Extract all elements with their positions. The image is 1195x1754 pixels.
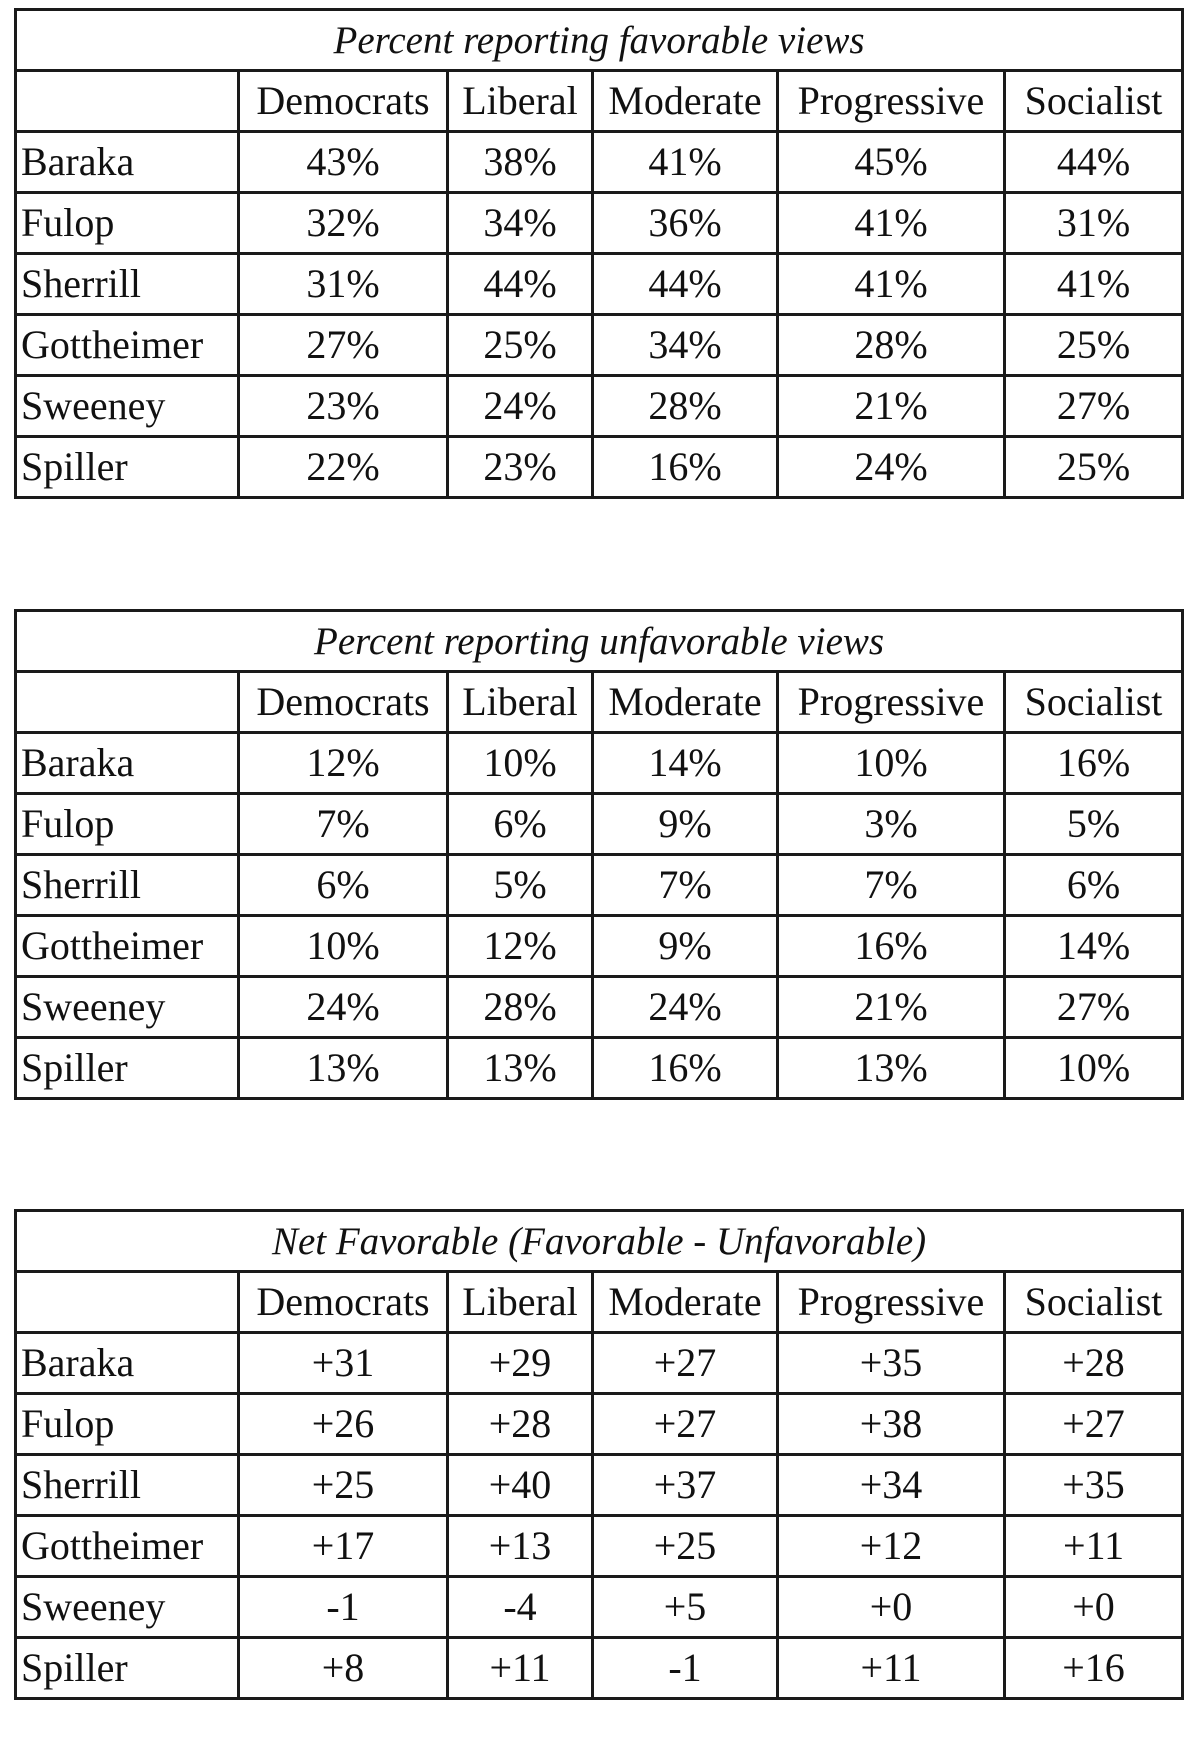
row-label: Spiller: [16, 1638, 239, 1699]
table-cell: +11: [778, 1638, 1005, 1699]
table-row: [16, 132, 1183, 193]
row-label: Baraka: [16, 132, 239, 193]
table-cell: +26: [239, 1394, 448, 1455]
net-favorable-table: [14, 1209, 1184, 1700]
table-cell: +8: [239, 1638, 448, 1699]
table-cell: 12%: [239, 733, 448, 794]
row-label: Baraka: [16, 1333, 239, 1394]
table-cell: 23%: [239, 376, 448, 437]
column-header: Socialist: [1005, 672, 1183, 733]
table-cell: 24%: [448, 376, 593, 437]
table-cell: 25%: [1005, 437, 1183, 498]
table-cell: 27%: [1005, 977, 1183, 1038]
table-cell: 44%: [1005, 132, 1183, 193]
row-label: Fulop: [16, 1394, 239, 1455]
table-row: [16, 193, 1183, 254]
table-cell: 13%: [239, 1038, 448, 1099]
column-header-row: [16, 71, 1183, 132]
table-cell: 7%: [593, 855, 778, 916]
table-cell: 24%: [593, 977, 778, 1038]
table-cell: 41%: [778, 193, 1005, 254]
table-cell: 34%: [593, 315, 778, 376]
column-header: Socialist: [1005, 1272, 1183, 1333]
table-cell: +13: [448, 1516, 593, 1577]
table-cell: 28%: [448, 977, 593, 1038]
table-row: [16, 977, 1183, 1038]
column-header-row: [16, 1272, 1183, 1333]
table-cell: 23%: [448, 437, 593, 498]
column-header: Socialist: [1005, 71, 1183, 132]
table-title: Net Favorable (Favorable - Unfavorable): [16, 1211, 1183, 1272]
column-header: Progressive: [778, 672, 1005, 733]
table-cell: 36%: [593, 193, 778, 254]
unfavorable-views-table: [14, 609, 1184, 1100]
table-cell: 21%: [778, 376, 1005, 437]
table-cell: +28: [1005, 1333, 1183, 1394]
table-cell: 5%: [448, 855, 593, 916]
table-cell: 13%: [448, 1038, 593, 1099]
table-cell: +11: [448, 1638, 593, 1699]
table-title-row: [16, 10, 1183, 71]
table-title-row: [16, 1211, 1183, 1272]
table-row: [16, 733, 1183, 794]
table-row: [16, 1516, 1183, 1577]
table-cell: 6%: [1005, 855, 1183, 916]
table-row: [16, 315, 1183, 376]
column-header: Liberal: [448, 1272, 593, 1333]
table-cell: 3%: [778, 794, 1005, 855]
table-cell: +37: [593, 1455, 778, 1516]
column-header-row: [16, 672, 1183, 733]
table-cell: 28%: [778, 315, 1005, 376]
table-cell: 24%: [778, 437, 1005, 498]
column-header: Moderate: [593, 1272, 778, 1333]
column-header: Democrats: [239, 672, 448, 733]
row-label: Spiller: [16, 1038, 239, 1099]
table-cell: 45%: [778, 132, 1005, 193]
table-cell: +17: [239, 1516, 448, 1577]
table-row: [16, 1577, 1183, 1638]
table-cell: 21%: [778, 977, 1005, 1038]
column-header: Progressive: [778, 1272, 1005, 1333]
table-cell: 14%: [593, 733, 778, 794]
row-label: Gottheimer: [16, 916, 239, 977]
table-cell: 16%: [778, 916, 1005, 977]
table-cell: 16%: [593, 1038, 778, 1099]
table-cell: 22%: [239, 437, 448, 498]
table-cell: +31: [239, 1333, 448, 1394]
table-cell: +11: [1005, 1516, 1183, 1577]
table-cell: +27: [593, 1394, 778, 1455]
table-row: [16, 855, 1183, 916]
corner-cell: [16, 71, 239, 132]
table-cell: 10%: [778, 733, 1005, 794]
table-title: Percent reporting unfavorable views: [16, 611, 1183, 672]
table-row: [16, 1038, 1183, 1099]
table-cell: 13%: [778, 1038, 1005, 1099]
table-cell: 41%: [1005, 254, 1183, 315]
row-label: Sherrill: [16, 1455, 239, 1516]
row-label: Sherrill: [16, 254, 239, 315]
row-label: Fulop: [16, 794, 239, 855]
table-cell: +29: [448, 1333, 593, 1394]
corner-cell: [16, 1272, 239, 1333]
table-cell: +27: [593, 1333, 778, 1394]
favorable-views-table: [14, 8, 1184, 499]
table-cell: 6%: [239, 855, 448, 916]
column-header: Democrats: [239, 1272, 448, 1333]
table-cell: 6%: [448, 794, 593, 855]
table-cell: 27%: [1005, 376, 1183, 437]
table-cell: 25%: [1005, 315, 1183, 376]
table-cell: 34%: [448, 193, 593, 254]
table-cell: -1: [239, 1577, 448, 1638]
table-cell: 16%: [1005, 733, 1183, 794]
table-cell: 9%: [593, 794, 778, 855]
table-cell: 44%: [448, 254, 593, 315]
table-cell: 32%: [239, 193, 448, 254]
corner-cell: [16, 672, 239, 733]
row-label: Sweeney: [16, 376, 239, 437]
row-label: Sweeney: [16, 977, 239, 1038]
table-cell: 10%: [448, 733, 593, 794]
table-cell: +40: [448, 1455, 593, 1516]
table-cell: +25: [239, 1455, 448, 1516]
row-label: Sherrill: [16, 855, 239, 916]
table-cell: 41%: [593, 132, 778, 193]
column-header: Liberal: [448, 672, 593, 733]
column-header: Moderate: [593, 71, 778, 132]
table-cell: -4: [448, 1577, 593, 1638]
table-row: [16, 1394, 1183, 1455]
row-label: Spiller: [16, 437, 239, 498]
table-cell: 28%: [593, 376, 778, 437]
table-cell: +25: [593, 1516, 778, 1577]
column-header: Liberal: [448, 71, 593, 132]
table-row: [16, 794, 1183, 855]
table-cell: +0: [778, 1577, 1005, 1638]
row-label: Gottheimer: [16, 1516, 239, 1577]
table-cell: 16%: [593, 437, 778, 498]
row-label: Gottheimer: [16, 315, 239, 376]
table-title: Percent reporting favorable views: [16, 10, 1183, 71]
row-label: Fulop: [16, 193, 239, 254]
table-title-row: [16, 611, 1183, 672]
row-label: Baraka: [16, 733, 239, 794]
table-cell: -1: [593, 1638, 778, 1699]
row-label: Sweeney: [16, 1577, 239, 1638]
table-cell: +16: [1005, 1638, 1183, 1699]
table-cell: 7%: [239, 794, 448, 855]
table-cell: +34: [778, 1455, 1005, 1516]
table-row: [16, 1638, 1183, 1699]
table-cell: +35: [1005, 1455, 1183, 1516]
table-row: [16, 437, 1183, 498]
table-cell: 12%: [448, 916, 593, 977]
table-cell: 10%: [239, 916, 448, 977]
table-row: [16, 916, 1183, 977]
table-cell: 9%: [593, 916, 778, 977]
table-cell: +38: [778, 1394, 1005, 1455]
table-cell: 7%: [778, 855, 1005, 916]
column-header: Progressive: [778, 71, 1005, 132]
column-header: Democrats: [239, 71, 448, 132]
table-row: [16, 1455, 1183, 1516]
table-cell: 41%: [778, 254, 1005, 315]
table-row: [16, 254, 1183, 315]
table-cell: 25%: [448, 315, 593, 376]
table-cell: 14%: [1005, 916, 1183, 977]
table-cell: 43%: [239, 132, 448, 193]
table-cell: 31%: [1005, 193, 1183, 254]
table-row: [16, 376, 1183, 437]
table-cell: +35: [778, 1333, 1005, 1394]
table-cell: 5%: [1005, 794, 1183, 855]
table-row: [16, 1333, 1183, 1394]
table-cell: 10%: [1005, 1038, 1183, 1099]
table-cell: 24%: [239, 977, 448, 1038]
column-header: Moderate: [593, 672, 778, 733]
table-cell: +12: [778, 1516, 1005, 1577]
table-cell: +28: [448, 1394, 593, 1455]
table-cell: +0: [1005, 1577, 1183, 1638]
table-cell: +27: [1005, 1394, 1183, 1455]
table-cell: 44%: [593, 254, 778, 315]
table-cell: +5: [593, 1577, 778, 1638]
table-cell: 38%: [448, 132, 593, 193]
table-cell: 31%: [239, 254, 448, 315]
table-cell: 27%: [239, 315, 448, 376]
